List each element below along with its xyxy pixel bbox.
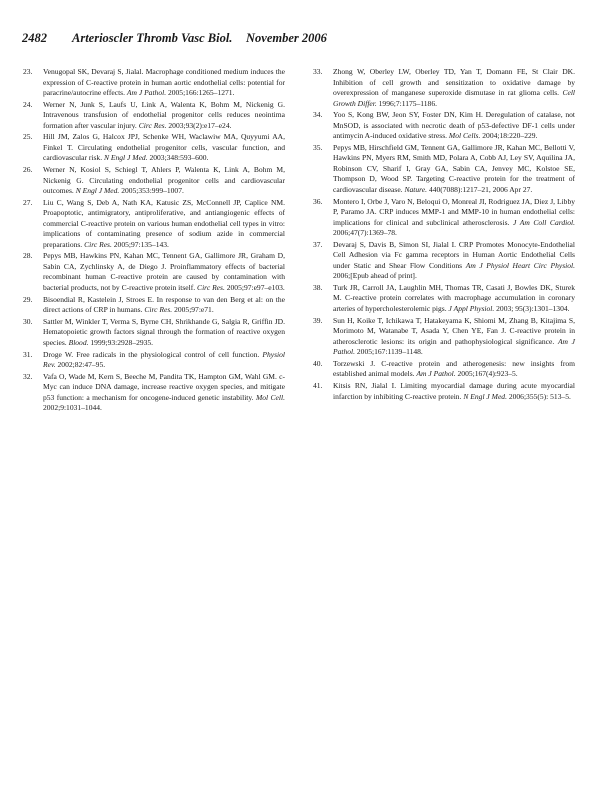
reference-details: 1999;93:2928–2935. (90, 337, 154, 347)
reference-column-right (313, 67, 575, 403)
reference-text: Bisoendial R, Kastelein J, Stroes E. In response to van den Berg et al: on the direct actions of CRP in humans. (43, 294, 285, 315)
reference-journal: J Am Coll Cardiol. (512, 217, 576, 227)
reference-number: 36. (313, 196, 323, 206)
reference-details: 2005;97:e71. (174, 305, 214, 315)
reference-details: 1996;7:1175–1186. (378, 98, 437, 108)
reference-journal: N Engl J Med. (463, 391, 507, 401)
reference-journal: Circ Res. (144, 305, 173, 315)
reference-details: 2004;18:220–229. (482, 131, 538, 141)
reference-number: 27. (23, 197, 33, 207)
reference-details: 2006;355(5): 513–5. (508, 391, 571, 401)
reference-text: Venugopal SK, Devaraj S, Jialal. Macrophage conditioned medium induces the expression of C-reactive protein in human aortic endothelial cells: potential for paracrine/autocrine effects. (43, 67, 285, 97)
reference-text: Liu C, Wang S, Deb A, Nath KA, Katusic ZS, McConnell JP, Caplice NM. Proapoptotic, antimigratory, antiproliferative, and antiangiogenic effects of commercial C-reactive protein on various human endothelial cell types in vitro: implications of contaminating presence of sodium azide in commercial preparations. (43, 197, 285, 249)
reference-text: Yoo S, Kong BW, Jeon SY, Foster DN, Kim H. Deregulation of catalase, not MnSOD, is associated with necrotic death of p53-defective DF-1 cells under antimycin A-induced oxidative stress. (333, 110, 575, 141)
reference-number: 28. (23, 251, 33, 261)
reference-journal: Am J Pathol. (126, 88, 167, 97)
reference-details: 2005;97:e97–e103. (226, 282, 285, 292)
reference-details: 440(7088):1217–21, 2006 Apr 27. (428, 184, 533, 194)
reference-text: Pepys MB, Hirschfield GM, Tennent GA, Gallimore JR, Kahan MC, Bellotti V, Hawkins PN, Myers RM, Smith MD, Polara A, Cobb AJ, Ley SV, Aquilina JA, Robinson CV, Sharif I, Gray GA, Sabin CA, Jenvey MC, Kolstoe SE, Thompson D, Wood SP. Targeting C-reactive protein for the treatment of cardiovascular disease. (333, 142, 575, 194)
reference-item (313, 283, 575, 315)
reference-number: 34. (313, 110, 323, 120)
reference-item (23, 67, 285, 99)
reference-journal: Am J Pathol. (416, 369, 456, 379)
reference-journal: Am J Pathol. (333, 336, 576, 357)
reference-number: 31. (23, 349, 33, 359)
reference-number: 38. (313, 282, 323, 292)
reference-number: 29. (23, 294, 33, 304)
reference-text: Hill JM, Zalos G, Halcox JPJ, Schenke WH, Waclawiw MA, Quyyumi AA, Finkel T. Circulating endothelial progenitor cells, vascular function, and cardiovascular risk. (43, 132, 285, 163)
reference-text: Kitsis RN, Jialal I. Limiting myocardial damage during acute myocardial infarction by inhibiting C-reactive protein. (333, 381, 575, 401)
reference-item (313, 143, 575, 196)
reference-journal: J Appl Physiol. (448, 303, 495, 313)
page-number: 2482 (22, 31, 47, 45)
reference-item (313, 381, 575, 402)
reference-item (313, 240, 575, 282)
reference-details: 2006;47(7):1369–78. (333, 228, 397, 238)
reference-item (23, 350, 285, 371)
reference-item (23, 372, 285, 414)
reference-number: 33. (313, 67, 323, 76)
reference-text: Sattler M, Winkler T, Verma S, Byrne CH, Shrikhande G, Salgia R, Griffin JD. Hematopoietic growth factors signal through the formation of reactive oxygen species. (43, 316, 285, 347)
reference-item (23, 165, 285, 197)
reference-number: 39. (313, 315, 323, 325)
reference-details: 2003;348:593–600. (149, 153, 209, 163)
reference-journal: Blood. (68, 337, 89, 347)
reference-details: 2005;166:1265–1271. (167, 88, 235, 97)
reference-number: 26. (23, 165, 33, 175)
reference-item (313, 110, 575, 142)
reference-journal: Physiol Rev. (43, 349, 285, 369)
reference-text: Werner N, Kosiol S, Schiegl T, Ahlers P, Walenta K, Link A, Bohm M, Nickenig G. Circulating endothelial progenitor cells and cardiovascular outcomes. (43, 165, 285, 196)
reference-item (313, 359, 575, 380)
reference-journal: Nature. (404, 184, 428, 194)
reference-journal: N Engl J Med. (75, 186, 120, 196)
running-header (22, 31, 578, 49)
reference-item (23, 198, 285, 251)
reference-journal: Mol Cell. (255, 392, 285, 402)
reference-journal: Circ Res. (138, 120, 167, 130)
reference-details: 2005;353:999–1007. (121, 186, 184, 196)
reference-details: 2003;93(2):e17–e24. (168, 120, 232, 130)
reference-number: 40. (313, 358, 323, 368)
reference-text: Vafa O, Wade M, Kern S, Beeche M, Pandita TK, Hampton GM, Wahl GM. c-Myc can induce DNA damage, increase reactive oxygen species, and mitigate p53 function: a mechanism for oncogene-induced genetic instability. (43, 371, 285, 402)
reference-number: 35. (313, 142, 323, 152)
reference-details: 2006;[Epub ahead of print]. (333, 271, 417, 281)
reference-journal: Am J Physiol Heart Circ Physiol. (465, 260, 576, 270)
reference-number: 41. (313, 381, 323, 390)
journal-title: Arterioscler Thromb Vasc Biol. (72, 31, 233, 45)
reference-details: 2005;167(4):923–5. (457, 369, 518, 379)
reference-journal: Circ Res. (197, 282, 225, 292)
reference-number: 30. (23, 316, 33, 326)
reference-journal: Mol Cells. (448, 131, 481, 141)
reference-number: 32. (23, 371, 33, 381)
reference-journal: N Engl J Med. (103, 153, 148, 163)
reference-item (313, 197, 575, 239)
reference-column-left (23, 67, 285, 415)
reference-number: 25. (23, 132, 33, 142)
reference-item (23, 100, 285, 132)
reference-text: Montero I, Orbe J, Varo N, Beloqui O, Monreal JI, Rodriguez JA, Diez J, Libby P, Paramo JA. CRP induces MMP-1 and MMP-10 in human endothelial cells: implications for clinical and subclinical atherosclerosis. (333, 196, 575, 227)
reference-details: 2002;82:47–95. (57, 360, 106, 369)
reference-details: 2002;9:1031–1044. (43, 403, 102, 413)
reference-item (23, 251, 285, 293)
reference-item (23, 132, 285, 164)
reference-text: Torzewski J. C-reactive protein and atherogenesis: new insights from established animal models. (333, 358, 575, 379)
reference-number: 24. (23, 99, 33, 109)
reference-text: Zhong W, Oberley LW, Oberley TD, Yan T, Domann FE, St Clair DK. Inhibition of cell growth and sensitization to oxidative damage by overexpression of manganese superoxide dismutase in rat glioma cells. (333, 67, 575, 97)
reference-text: Werner N, Junk S, Laufs U, Link A, Walenta K, Bohm M, Nickenig G. Intravenous transfusion of endothelial progenitor cells reduces neointima formation after vascular injury. (43, 99, 285, 130)
reference-number: 37. (313, 239, 323, 249)
issue-date: November 2006 (246, 31, 327, 45)
reference-text: Devaraj S, Davis B, Simon SI, Jialal I. CRP Promotes Monocyte-Endothelial Cell Adhesion via Fc gamma receptors in Human Aortic Endothelial Cells under Static and Shear Flow Conditions (333, 239, 575, 270)
reference-text: Sun H, Koike T, Ichikawa T, Hatakeyama K, Shiomi M, Zhang B, Kitajima S, Morimoto M, Watanabe T, Asada Y, Chen YE, Fan J. C-reactive protein in atherosclerotic lesions: its origin and pathophysiological significance. (333, 315, 575, 346)
reference-details: 2005;167:1139–1148. (356, 347, 423, 357)
reference-text: Droge W. Free radicals in the physiological control of cell function. (43, 349, 260, 359)
reference-details: 2003; 95(3):1301–1304. (496, 303, 570, 313)
reference-details: 2005;97:135–143. (113, 239, 169, 249)
reference-journal: Cell Growth Differ. (333, 88, 576, 108)
reference-text: Pepys MB, Hawkins PN, Kahan MC, Tennent GA, Gallimore JR, Graham D, Sabin CA, Zychlinsky A, de Diego J. Proinflammatory effects of bacterial recombinant human C-reactive protein are caused by contamination with bacterial products, not by C-reactive protein itself. (43, 251, 285, 292)
reference-item (23, 295, 285, 316)
reference-item (23, 317, 285, 349)
reference-number: 23. (23, 67, 33, 76)
reference-text: Turk JR, Carroll JA, Laughlin MH, Thomas TR, Casati J, Bowles DK, Sturek M. C-reactive protein correlates with macrophage accumulation in coronary arteries of hypercholesterolemic pigs. (333, 282, 575, 313)
reference-journal: Circ Res. (84, 239, 112, 249)
reference-item (313, 67, 575, 109)
reference-item (313, 316, 575, 358)
